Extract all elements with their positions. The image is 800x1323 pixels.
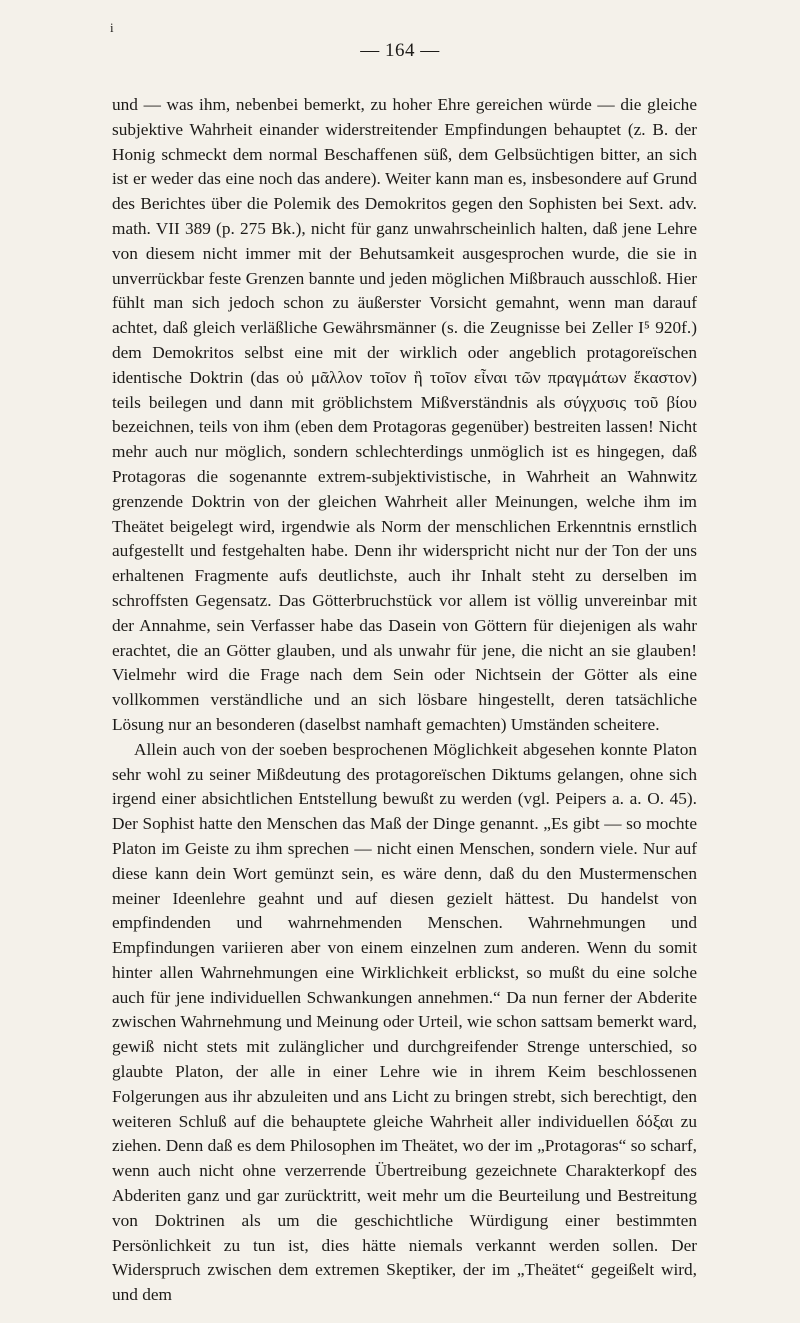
page-mark: i	[110, 20, 114, 35]
page-number: — 164 —	[360, 40, 440, 61]
body-text	[112, 93, 697, 1308]
paragraph-1: und — was ihm, nebenbei bemerkt, zu hoher Ehre gereichen würde — die gleiche subjektive Wahrheit einander widerstreitender Empfindungen behauptet (z. B. der Honig schmeckt dem normal Beschaffenen süß, dem Gelbsüchtigen bitter, an sich ist er weder das eine noch das andere). Weiter kann man es, insbesondere auf Grund des Berichtes über die Polemik des Demokritos gegen den Sophisten bei Sext. adv. math. VII 389 (p. 275 Bk.), nicht für ganz unwahrscheinlich halten, daß jene Lehre von diesem nicht immer mit der Behutsamkeit ausgesprochen wurde, die sie in unverrückbar feste Grenzen bannte und jeden möglichen Mißbrauch ausschloß. Hier fühlt man sich jedoch schon zu äußerster Vorsicht gemahnt, wenn man darauf achtet, daß gleich verläßliche Gewährsmänner (s. die Zeugnisse bei Zeller I⁵ 920f.) dem Demokritos selbst eine mit der wirklich oder angeblich protagoreïschen identische Doktrin (das οὐ μᾶλλον τοῖον ἢ τοῖον εἶναι τῶν πραγμάτων ἕκαστον) teils beilegen und dann mit gröblichstem Mißverständnis als σύγχυσις τοῦ βίου bezeichnen, teils von ihm (eben dem Protagoras gegenüber) bestreiten lassen! Nicht mehr auch nur möglich, sondern schlechterdings unmöglich ist es hingegen, daß Protagoras die sogenannte extrem-subjektivistische, in Wahrheit an Wahnwitz grenzende Doktrin von der gleichen Wahrheit aller Meinungen, welche ihm im Theätet beigelegt wird, irgendwie als Norm der menschlichen Erkenntnis ernstlich aufgestellt und festgehalten habe. Denn ihr widerspricht nicht nur der Ton der uns erhaltenen Fragmente aufs deutlichste, auch ihr Inhalt steht zu derselben im schroffsten Gegensatz. Das Götterbruchstück vor allem ist völlig unvereinbar mit der Annahme, sein Verfasser habe das Dasein von Göttern für diejenigen als wahr erachtet, die an Götter glauben, und als unwahr für jene, die nicht an sie glauben! Vielmehr wird die Frage nach dem Sein oder Nichtsein der Götter als eine vollkommen verständliche und an sich lösbare hingestellt, deren tatsächliche Lösung nur an besonderen (daselbst namhaft gemachten) Umständen scheitere.	[112, 95, 697, 734]
paragraph-2: Allein auch von der soeben besprochenen Möglichkeit abgesehen konnte Platon sehr wohl zu seiner Mißdeutung des protagoreïschen Diktums gelangen, ohne sich irgend einer absichtlichen Entstellung bewußt zu werden (vgl. Peipers a. a. O. 45). Der Sophist hatte den Menschen das Maß der Dinge genannt. „Es gibt — so mochte Platon im Geiste zu ihm sprechen — nicht einen Menschen, sondern viele. Nur auf diese kann dein Wort gemünzt sein, es wäre denn, daß du den Mustermenschen meiner Ideenlehre geahnt und auf diesen gezielt hättest. Du handelst von empfindenden und wahrnehmenden Menschen. Wahrnehmungen und Empfindungen variieren aber von einem einzelnen zum anderen. Wenn du somit hinter allen Wahrnehmungen eine Wirklichkeit erblickst, so mußt du eine solche auch für jene individuellen Schwankungen annehmen.“ Da nun ferner der Abderite zwischen Wahrnehmung und Meinung oder Urteil, wie schon sattsam bemerkt ward, gewiß nicht stets mit zulänglicher und durchgreifender Strenge unterschied, so glaubte Platon, der alle in einer Lehre wie in ihrem Keim beschlossenen Folgerungen aus ihr abzuleiten und ans Licht zu bringen strebt, sich berechtigt, den weiteren Schluß auf die behauptete gleiche Wahrheit aller individuellen δόξαι zu ziehen. Denn daß es dem Philosophen im Theätet, wo der im „Protagoras“ so scharf, wenn auch nicht ohne verzerrende Übertreibung gezeichnete Charakterkopf des Abderiten ganz und gar zurücktritt, weit mehr um die Beurteilung und Bestreitung von Doktrinen als um die geschichtliche Würdigung einer bestimmten Persönlichkeit zu tun ist, dies hätte niemals verkannt werden sollen. Der Widerspruch zwischen dem extremen Skeptiker, der im „Theätet“ gegeißelt wird, und dem	[112, 739, 697, 1305]
